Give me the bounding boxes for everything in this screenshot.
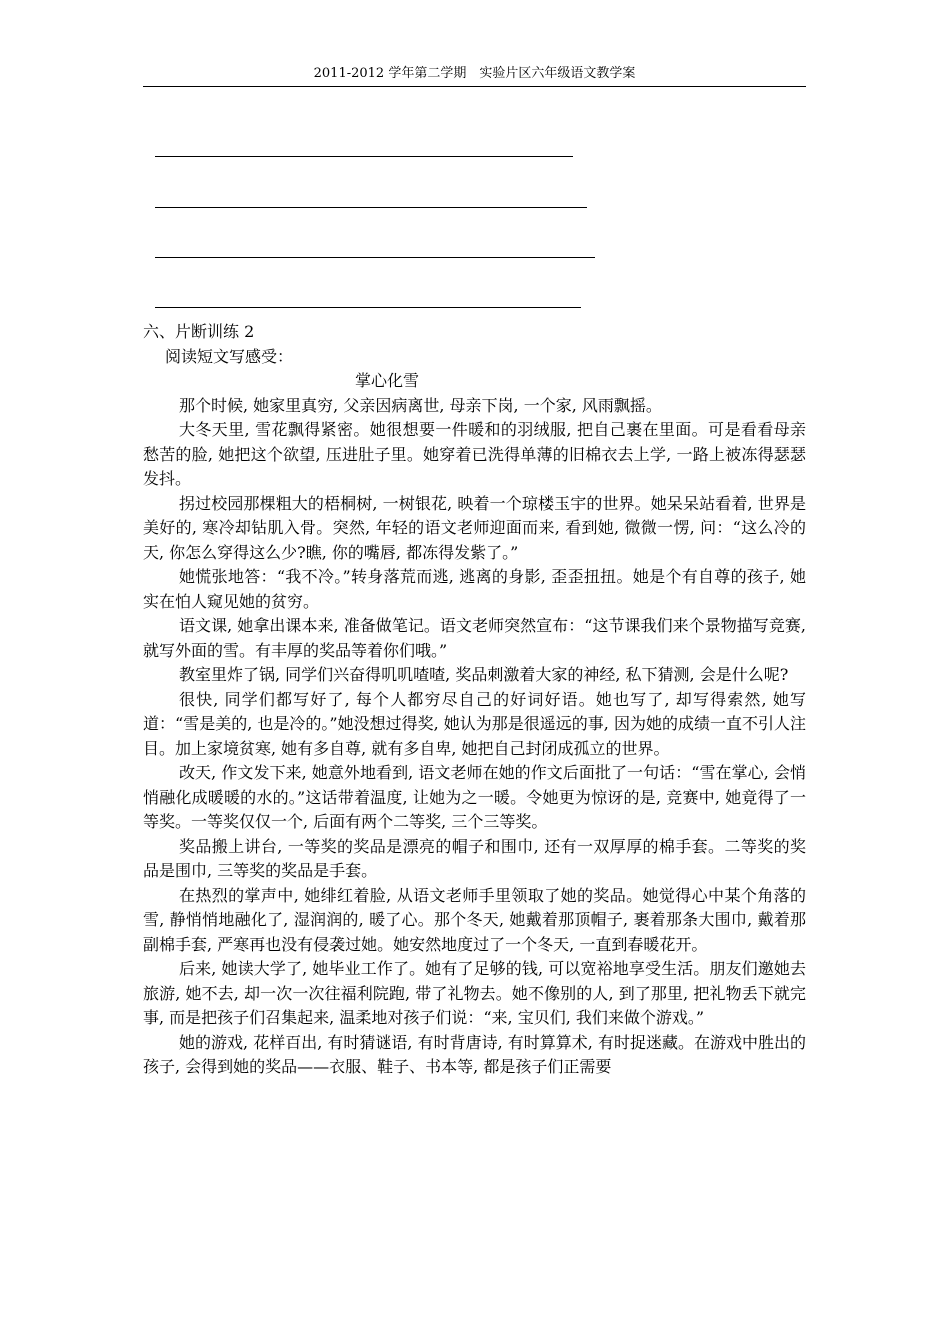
paragraph: 她慌张地答：“我不冷。”转身落荒而逃, 逃离的身影, 歪歪扭扭。她是个有自尊的孩子, 她实在怕人窥见她的贫穷。: [143, 567, 806, 611]
paragraph: 拐过校园那棵粗大的梧桐树, 一树银花, 映着一个琼楼玉宇的世界。她呆呆站看着, 世界是美好的, 寒冷却钻肌入骨。突然, 年轻的语文老师迎面而来, 看到她, 微微一愣, 问：“这么冷的天, 你怎么穿得这么少?瞧, 你的嘴唇, 都冻得发紫了。”: [143, 493, 806, 562]
paragraph: 那个时候, 她家里真穷, 父亲因病离世, 母亲下岗, 一个家, 风雨飘摇。: [179, 395, 662, 415]
answer-line-2: [155, 207, 587, 208]
answer-line-4: [155, 307, 581, 308]
section-instruction: 阅读短文写感受：: [165, 346, 294, 366]
paragraph: 很快, 同学们都写好了, 每个人都穷尽自己的好词好语。她也写了, 却写得索然, 她写道：“雪是美的, 也是冷的。”她没想过得奖, 她认为那是很遥远的事, 因为她的成绩一直不引人注目。加上家境贫寒, 她有多自尊, 就有多自卑, 她把自己封闭成孤立的世界。: [143, 689, 806, 758]
section-title: 六、片断训练 2: [143, 322, 255, 341]
paragraph: 奖品搬上讲台, 一等奖的奖品是漂亮的帽子和围巾, 还有一双厚厚的棉手套。二等奖的奖品是围巾, 三等奖的奖品是手套。: [143, 836, 806, 880]
paragraph: 大冬天里, 雪花飘得紧密。她很想要一件暖和的羽绒服, 把自己裹在里面。可是看看母亲愁苦的脸, 她把这个欲望, 压进肚子里。她穿着已洗得单薄的旧棉衣去上学, 一路上被冻得瑟瑟发抖。: [143, 420, 806, 488]
paragraph: 后来, 她读大学了, 她毕业工作了。她有了足够的钱, 可以宽裕地享受生活。朋友们邀她去旅游, 她不去, 却一次一次往福利院跑, 带了礼物去。她不像别的人, 到了那里, 把礼物丢下就完事, 而是把孩子们召集起来, 温柔地对孩子们说：“来, 宝贝们, 我们来做个游戏。”: [143, 959, 806, 1027]
header-text: 2011-2012 学年第二学期 实验片区六年级语文教学案: [313, 66, 636, 81]
paragraph: 在热烈的掌声中, 她绯红着脸, 从语文老师手里领取了她的奖品。她觉得心中某个角落的雪, 静悄悄地融化了, 湿润润的, 暖了心。那个冬天, 她戴着那顶帽子, 裹着那条大围巾, 戴着那副棉手套, 严寒再也没有侵袭过她。她安然地度过了一个冬天, 一直到春暖花开。: [143, 885, 806, 954]
paragraph: 语文课, 她拿出课本来, 准备做笔记。语文老师突然宣布：“这节课我们来个景物描写竞赛, 就写外面的雪。有丰厚的奖品等着你们哦。”: [143, 616, 806, 660]
article-title: 掌心化雪: [355, 371, 420, 390]
answer-line-1: [155, 156, 573, 157]
page-header: [143, 64, 806, 87]
document-body: [143, 320, 806, 1080]
answer-line-3: [155, 257, 595, 258]
paragraph: 改天, 作文发下来, 她意外地看到, 语文老师在她的作文后面批了一句话：“雪在掌心, 会悄悄融化成暖暖的水的。”这话带着温度, 让她为之一暖。令她更为惊讶的是, 竞赛中, 她竟得了一等奖。一等奖仅仅一个, 后面有两个二等奖, 三个三等奖。: [143, 763, 806, 831]
paragraph: 她的游戏, 花样百出, 有时猜谜语, 有时背唐诗, 有时算算术, 有时捉迷藏。在游戏中胜出的孩子, 会得到她的奖品——衣服、鞋子、书本等, 都是孩子们正需要: [143, 1032, 806, 1076]
paragraph: 教室里炸了锅, 同学们兴奋得叽叽喳喳, 奖品刺激着大家的神经, 私下猜测, 会是什么呢?: [179, 665, 789, 684]
